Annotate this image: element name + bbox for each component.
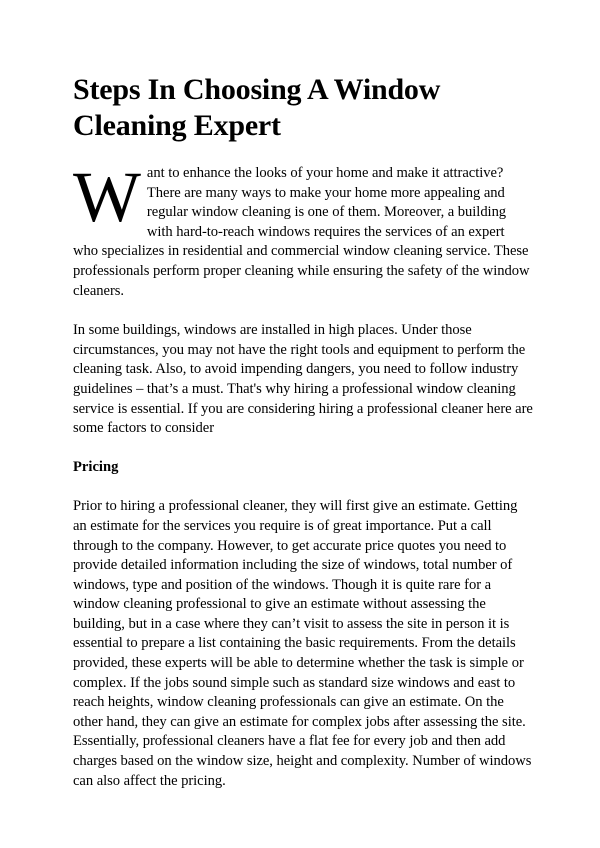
body-paragraph-2: In some buildings, windows are installed in high places. Under those circumstances, you may not have the right tools and equipment to perform the cleaning task. Also, to avoid impending dangers, you need to follow industry guidelines – that’s a must. That's why hiring a professional window cleaning service is essential. If you are considering hiring a professional cleaner here are some factors to consider: [73, 322, 533, 437]
document-page: [73, 72, 533, 791]
intro-paragraph: [73, 157, 533, 301]
section-heading-pricing: Pricing: [73, 458, 119, 475]
drop-cap-letter: W: [73, 157, 141, 237]
body-paragraph-pricing: Prior to hiring a professional cleaner, they will first give an estimate. Getting an estimate for the services you require is of great importance. Put a call through to the company. However, to get accurate price quotes you need to provide detailed information including the size of windows, total number of windows, type and position of the windows. Though it is quite rare for a window cleaning professional to give an estimate without assessing the building, but in a case where they can’t visit to assess the site in person it is essential to prepare a list containing the basic requirements. From the details provided, these experts will be able to determine whether the task is simple or complex. If the jobs sound simple such as standard size windows and east to reach heights, window cleaning professionals can give an estimate. On the other hand, they can give an estimate for complex jobs after assessing the site. Essentially, professional cleaners have a flat fee for every job and then add charges based on the window size, height and complexity. Number of windows can also affect the pricing.: [73, 498, 532, 789]
intro-text: ant to enhance the looks of your home and make it attractive? There are many ways to make your home more appealing and regular window cleaning is one of them. Moreover, a building with hard-to-reach windows requires the services of an expert who specializes in residential and commercial window cleaning service. These professionals perform proper cleaning while ensuring the safety of the window cleaners.: [73, 165, 530, 299]
article-title: Steps In Choosing A Window Cleaning Expert: [73, 73, 441, 142]
